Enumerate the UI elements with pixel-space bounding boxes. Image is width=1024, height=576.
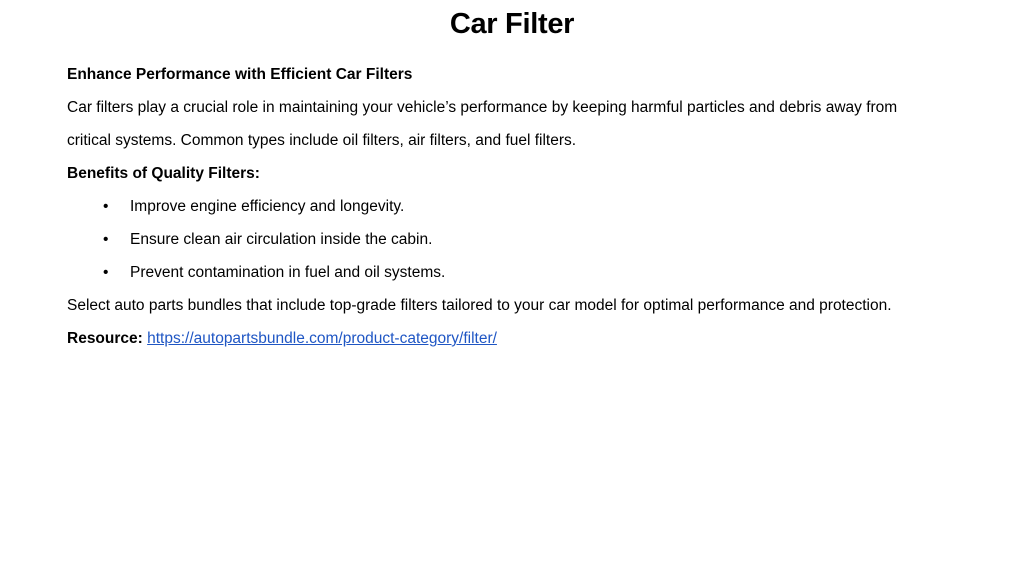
list-item-text: Ensure clean air circulation inside the cabin.	[130, 231, 433, 248]
resource-label: Resource:	[67, 330, 143, 347]
list-item-text: Prevent contamination in fuel and oil systems.	[130, 264, 446, 281]
bullet-icon: •	[103, 231, 109, 248]
list-item-text: Improve engine efficiency and longevity.	[130, 198, 405, 215]
resource-link[interactable]: https://autopartsbundle.com/product-category/filter/	[147, 330, 497, 347]
content-body	[67, 58, 1007, 355]
list-item	[67, 256, 1007, 289]
section-heading: Enhance Performance with Efficient Car Filters	[67, 66, 413, 83]
page-title: Car Filter	[449, 8, 575, 40]
bullet-icon: •	[103, 264, 109, 281]
intro-line-2: critical systems. Common types include oil filters, air filters, and fuel filters.	[67, 132, 577, 149]
list-item	[67, 190, 1007, 223]
intro-line-1: Car filters play a crucial role in maintaining your vehicle’s performance by keeping harmful particles and debris away from	[67, 99, 898, 116]
closing-paragraph: Select auto parts bundles that include top-grade filters tailored to your car model for optimal performance and protection.	[67, 297, 892, 314]
benefits-heading: Benefits of Quality Filters:	[67, 165, 260, 182]
resource-line	[67, 322, 1007, 355]
bullet-icon: •	[103, 198, 109, 215]
list-item	[67, 223, 1007, 256]
